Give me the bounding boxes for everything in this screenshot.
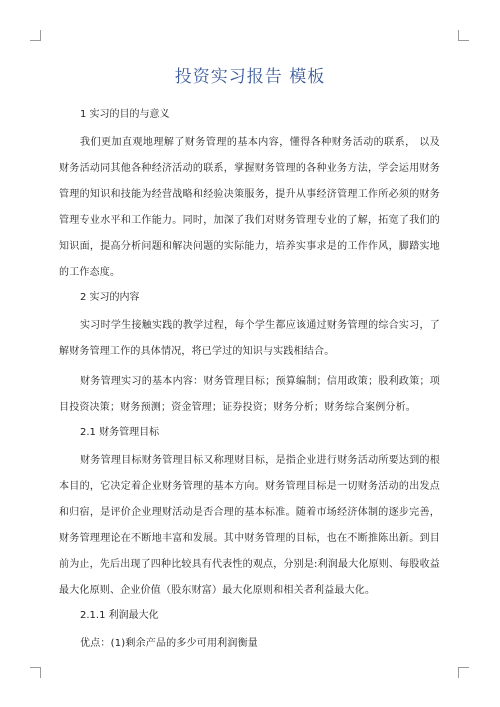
subsubsection-heading: 2.1.1 利润最大化 — [80, 610, 159, 621]
paragraph: 我们更加直观地理解了财务管理的基本内容，懂得各种财务活动的联系， 以及财务活动同其他各种经济活动的联系，掌握财务管理的各种业务方法，学会运用财务管理的知识和技能为经营战略和经验决策服务，提升从事经济管理工作所必须的财务管理专业水平和工作能力。同时，加深了我们对财务管理专业的了解，拓宽了我们的知识面，提高分析问题和解决问题的实际能力，培养实事求是的工作作风，脚踏实地的工作态度。 — [59, 137, 440, 278]
section-heading: 1 实习的目的与意义 — [80, 109, 170, 120]
paragraph: 实习时学生接触实践的教学过程，每个学生都应该通过财务管理的综合实习，了解财务管理工作的具体情况，将已学过的知识与实践相结合。 — [59, 320, 440, 357]
section-heading: 2 实习的内容 — [80, 292, 140, 303]
crop-mark-bottom-left — [30, 667, 41, 678]
crop-mark-top-left — [30, 30, 41, 41]
crop-mark-top-right — [458, 30, 469, 41]
document-body — [59, 107, 440, 657]
document-title: 投资实习报告 模板 — [174, 67, 326, 87]
paragraph: 财务管理实习的基本内容：财务管理目标；预算编制；信用政策；股利政策；项目投资决策；财务预测；资金管理；证券投资；财务分析；财务综合案例分析。 — [59, 376, 440, 413]
paragraph: 财务管理目标财务管理目标又称理财目标，是指企业进行财务活动所要达到的根本目的，它决定着企业财务管理的基本方向。财务管理目标是一切财务活动的出发点和归宿，是评价企业理财活动是否合理的基本标准。随着市场经济体制的逐步完善，财务管理理论在不断地丰富和发展。其中财务管理的目标，也在不断推陈出新。到目前为止，先后出现了四种比较具有代表性的观点，分别是:利润最大化原则、每股收益最大化原则、企业价值（股东财富）最大化原则和相关者利益最大化。 — [59, 455, 440, 596]
subsection-heading: 2.1 财务管理目标 — [80, 427, 160, 438]
paragraph: 优点：(1)剩余产品的多少可用利润衡量 — [80, 638, 258, 649]
crop-mark-bottom-right — [458, 667, 469, 678]
